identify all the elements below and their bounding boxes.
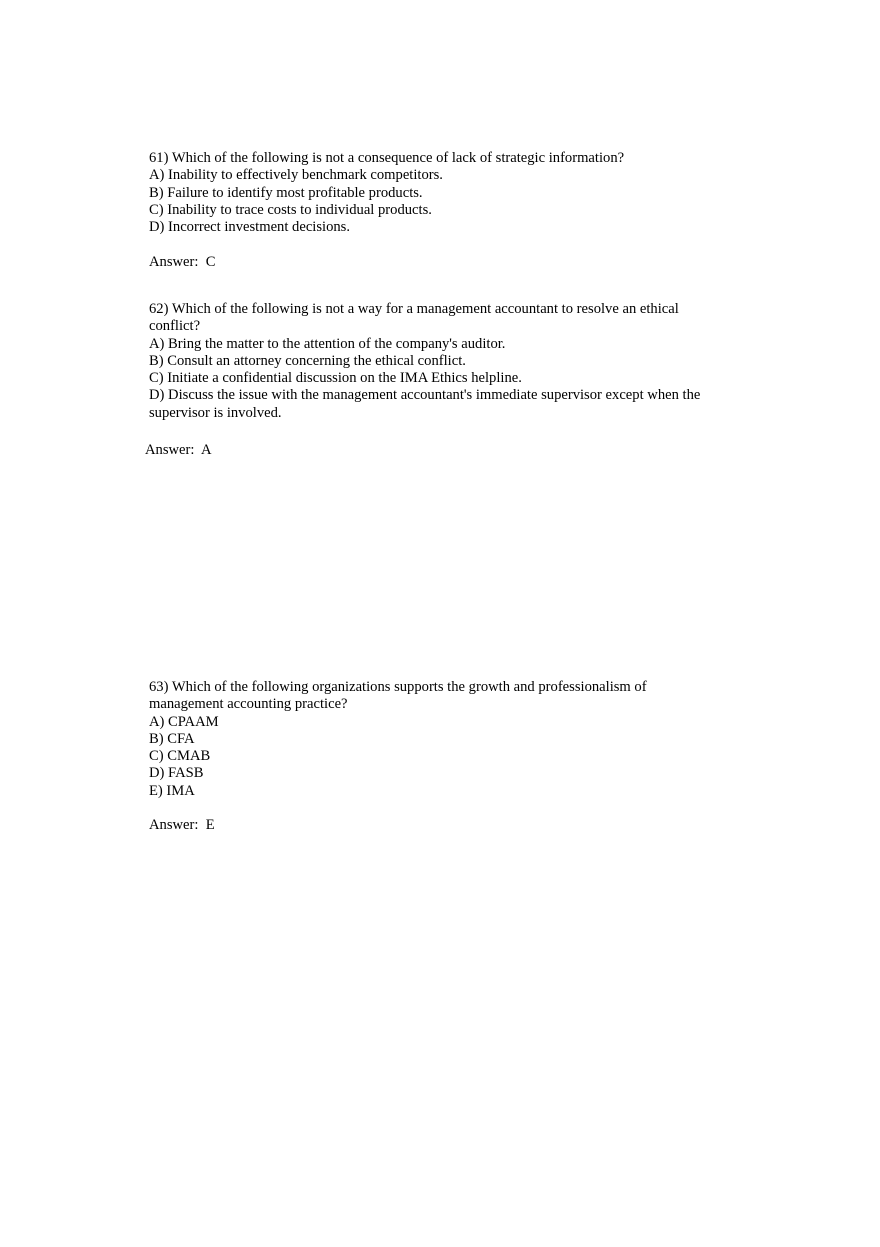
answer-option-e: E) IMA [149, 782, 195, 799]
answer-option-b: B) Consult an attorney concerning the ethical conflict. [149, 352, 466, 369]
answer-key-62: Answer: A [145, 442, 212, 458]
answer-option-c: C) Initiate a confidential discussion on the IMA Ethics helpline. [149, 370, 522, 387]
question-61 [149, 150, 729, 236]
answer-option-a: A) CPAAM [149, 713, 219, 730]
question-stem-line-1: 63) Which of the following organizations supports the growth and professionalism of [149, 679, 647, 695]
question-stem: 61) Which of the following is not a consequence of lack of strategic information? [149, 150, 625, 166]
answer-option-c: C) Inability to trace costs to individual products. [149, 201, 432, 218]
answer-option-d-continued: supervisor is involved. [149, 404, 282, 421]
question-63 [149, 679, 729, 800]
question-stem-line-2: management accounting practice? [149, 696, 348, 713]
answer-option-c: C) CMAB [149, 748, 211, 765]
answer-option-b: B) Failure to identify most profitable products. [149, 184, 423, 201]
answer-option-a: A) Inability to effectively benchmark competitors. [149, 167, 443, 184]
answer-option-b: B) CFA [149, 730, 195, 747]
answer-option-a: A) Bring the matter to the attention of the company's auditor. [149, 335, 506, 352]
answer-key-63: Answer: E [149, 817, 215, 833]
question-62 [149, 301, 729, 422]
answer-option-d: D) Discuss the issue with the management accountant's immediate supervisor except when the [149, 387, 701, 404]
answer-key-61: Answer: C [149, 254, 216, 270]
question-stem-line-2: conflict? [149, 318, 201, 335]
answer-option-d: D) Incorrect investment decisions. [149, 219, 351, 236]
answer-option-d: D) FASB [149, 765, 204, 782]
question-stem-line-1: 62) Which of the following is not a way for a management accountant to resolve an ethical [149, 301, 679, 317]
